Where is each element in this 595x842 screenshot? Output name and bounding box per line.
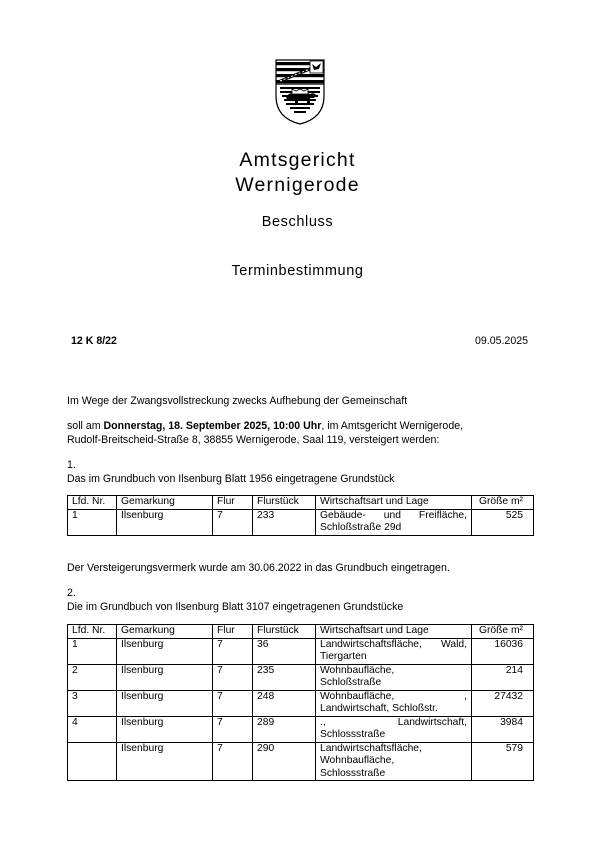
- cell-gemarkung: Ilsenburg: [117, 509, 213, 535]
- wirtschaftsart-line: Landwirtschaftsfläche,: [320, 742, 422, 754]
- cell-flurstueck: 233: [253, 509, 316, 535]
- document-date: 09.05.2025: [474, 335, 528, 347]
- cell-wirtschaftsart: [316, 509, 472, 535]
- wirtschaftsart-line: Landwirtschaft, Schloßstr.: [320, 703, 438, 714]
- cell-wirtschaftsart: [316, 638, 472, 664]
- cell-gemarkung: Ilsenburg: [117, 742, 213, 781]
- table-row: [68, 716, 534, 742]
- column-header: Flurstück: [253, 496, 316, 510]
- cell-wirtschaftsart: [316, 742, 472, 781]
- cell-groesse: 525: [472, 509, 534, 535]
- cell-wirtschaftsart: [316, 716, 472, 742]
- cell-flurstueck: 289: [253, 716, 316, 742]
- property-table-2: [67, 624, 534, 781]
- wirtschaftsart-line: Landwirtschaftsfläche, Wald,: [320, 638, 467, 650]
- wirtschaftsart-line: Schloßstraße: [320, 677, 382, 688]
- wirtschaftsart-line: Gebäude- und Freifläche,: [320, 509, 467, 521]
- wirtschaftsart-line: Schloßstraße 29d: [320, 522, 402, 533]
- cell-groesse: 16036: [472, 638, 534, 664]
- cell-flurstueck: 36: [253, 638, 316, 664]
- column-header: Größe m²: [472, 496, 534, 510]
- intro-line-1: Im Wege der Zwangsvollstreckung zwecks Aufhebung der Gemeinschaft: [67, 395, 408, 407]
- cell-flur: 7: [213, 742, 253, 781]
- cell-groesse: 3984: [472, 716, 534, 742]
- cell-lfd-nr: 1: [68, 638, 117, 664]
- cell-lfd-nr: 1: [68, 509, 117, 535]
- cell-flur: 7: [213, 638, 253, 664]
- section-2-number: 2.: [67, 587, 76, 599]
- wirtschaftsart-line: Tiergarten: [320, 651, 367, 662]
- column-header: Wirtschaftsart und Lage: [316, 496, 472, 510]
- section-1-number: 1.: [67, 459, 76, 471]
- coat-of-arms-seal: [274, 58, 326, 126]
- cell-flur: 7: [213, 664, 253, 690]
- column-header: Wirtschaftsart und Lage: [316, 625, 472, 639]
- registration-note: Der Versteigerungsvermerk wurde am 30.06.2022 in das Grundbuch eingetragen.: [67, 562, 450, 574]
- table-row: [68, 664, 534, 690]
- cell-flur: 7: [213, 716, 253, 742]
- case-number: 12 K 8/22: [71, 335, 117, 347]
- wirtschaftsart-line: ., Landwirtschaft,: [320, 716, 467, 728]
- court-name-line-2: Wernigerode: [235, 174, 360, 196]
- wirtschaftsart-line: Wohnbaufläche,: [320, 755, 395, 766]
- intro-line-2-suffix: , im Amtsgericht Wernigerode,: [321, 420, 464, 432]
- cell-gemarkung: Ilsenburg: [117, 690, 213, 716]
- table-row: [68, 690, 534, 716]
- wirtschaftsart-line: Wohnbaufläche,: [320, 664, 395, 676]
- column-header: Flurstück: [253, 625, 316, 639]
- wirtschaftsart-line: Schlossstraße: [320, 767, 386, 779]
- section-1-description: Das im Grundbuch von Ilsenburg Blatt 1956 eingetragene Grundstück: [67, 473, 395, 485]
- cell-flurstueck: 248: [253, 690, 316, 716]
- column-header: Gemarkung: [117, 625, 213, 639]
- section-2-description: Die im Grundbuch von Ilsenburg Blatt 3107 eingetragenen Grundstücke: [67, 601, 404, 613]
- column-header: Flur: [213, 625, 253, 639]
- document-title: Beschluss: [261, 214, 334, 230]
- column-header: Lfd. Nr.: [68, 625, 117, 639]
- cell-gemarkung: Ilsenburg: [117, 664, 213, 690]
- property-table-1: [67, 495, 534, 536]
- cell-groesse: 579: [472, 742, 534, 781]
- table-header-row: [68, 625, 534, 639]
- auction-date-time: Donnerstag, 18. September 2025, 10:00 Uhr: [103, 420, 322, 432]
- table-row: [68, 742, 534, 781]
- cell-flur: 7: [213, 690, 253, 716]
- table-row: [68, 638, 534, 664]
- cell-gemarkung: Ilsenburg: [117, 716, 213, 742]
- cell-flur: 7: [213, 509, 253, 535]
- wirtschaftsart-line: Schlossstraße: [320, 729, 386, 740]
- cell-lfd-nr: 4: [68, 716, 117, 742]
- cell-wirtschaftsart: [316, 690, 472, 716]
- cell-flurstueck: 290: [253, 742, 316, 781]
- cell-groesse: 27432: [472, 690, 534, 716]
- cell-gemarkung: Ilsenburg: [117, 638, 213, 664]
- wirtschaftsart-line: Wohnbaufläche, ,: [320, 690, 467, 702]
- court-name-line-1: Amtsgericht: [239, 149, 356, 171]
- cell-lfd-nr: 2: [68, 664, 117, 690]
- intro-line-2-prefix: soll am: [67, 420, 104, 432]
- intro-line-2: [67, 419, 463, 433]
- column-header: Größe m²: [472, 625, 534, 639]
- cell-lfd-nr: [68, 742, 117, 781]
- cell-groesse: 214: [472, 664, 534, 690]
- table-row: [68, 509, 534, 535]
- table-header-row: [68, 496, 534, 510]
- document-subtitle: Terminbestimmung: [231, 263, 364, 279]
- intro-line-3: Rudolf-Breitscheid-Straße 8, 38855 Wernigerode, Saal 119, versteigert werden:: [67, 434, 440, 446]
- cell-flurstueck: 235: [253, 664, 316, 690]
- cell-wirtschaftsart: [316, 664, 472, 690]
- cell-lfd-nr: 3: [68, 690, 117, 716]
- column-header: Gemarkung: [117, 496, 213, 510]
- column-header: Flur: [213, 496, 253, 510]
- column-header: Lfd. Nr.: [68, 496, 117, 510]
